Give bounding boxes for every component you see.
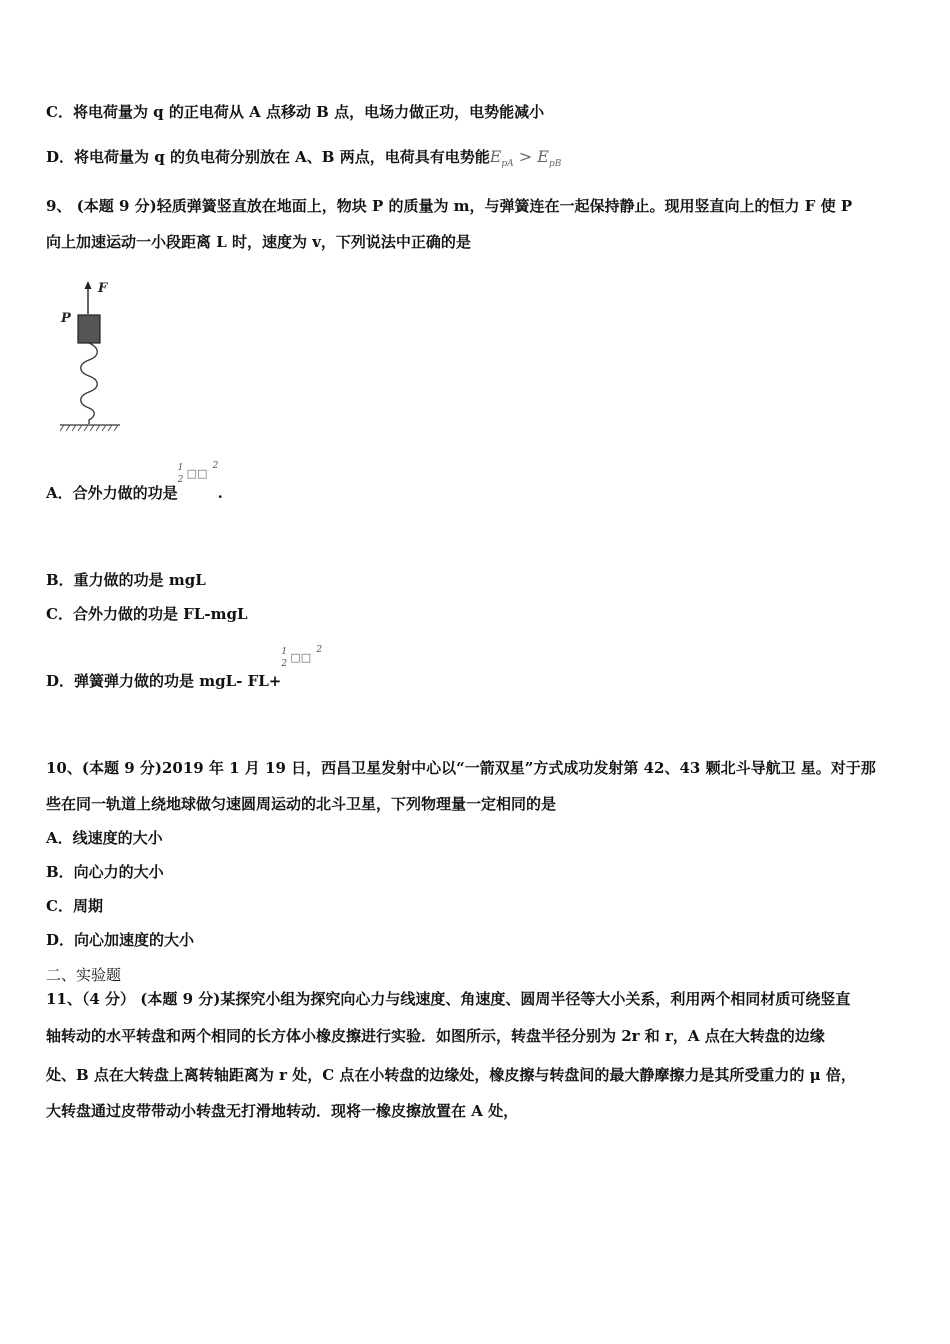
- q9-option-c: C．合外力做的功是 FL-mgL: [46, 605, 248, 623]
- q9-option-a-text: A．合外力做的功是: [46, 484, 178, 502]
- q10-stem-line2: 些在同一轨道上绕地球做匀速圆周运动的北斗卫星，下列物理量一定相同的是: [46, 795, 557, 813]
- q10-option-c: C．周期: [46, 897, 103, 915]
- q9-option-a-formula: 1 2 □□ 2: [177, 461, 219, 485]
- section-title: 二、实验题: [46, 966, 122, 984]
- q10-option-a: A．线速度的大小: [46, 829, 163, 847]
- block-label: P: [61, 311, 71, 326]
- q8-option-d: [46, 146, 561, 175]
- q10-stem-line1: 10、(本题 9 分)2019 年 1 月 19 日，西昌卫星发射中心以“一箭双星”方式成功发射第 42、43 颗北斗导航卫 星。对于那: [46, 759, 876, 777]
- q11-line1: 11、（4 分） (本题 9 分)某探究小组为探究向心力与线速度、角速度、圆周半径等大小关系，利用两个相同材质可绕竖直: [46, 990, 851, 1008]
- q9-option-a-end: .: [217, 484, 223, 502]
- q11-line4: 大转盘通过皮带带动小转盘无打滑地转动．现将一橡皮擦放置在 A 处，: [46, 1102, 519, 1120]
- q9-stem-line2: 向上加速运动一小段距离 L 时，速度为 v，下列说法中正确的是: [46, 233, 471, 251]
- q10-option-b: B．向心力的大小: [46, 863, 164, 881]
- force-label: F: [98, 281, 108, 296]
- q9-option-d: [46, 645, 323, 692]
- q11-line3: 处、B 点在大转盘上离转轴距离为 r 处，C 点在小转盘的边缘处，橡皮擦与转盘间的最大静摩擦力是其所受重力的 μ 倍，: [46, 1066, 856, 1084]
- q11-line2: 轴转动的水平转盘和两个相同的长方体小橡皮擦进行实验．如图所示，转盘半径分别为 2r 和 r，A 点在大转盘的边缘: [46, 1027, 825, 1045]
- q9-option-d-formula: 1 2 □□ 2: [281, 645, 323, 669]
- q9-stem-line1: 9、 (本题 9 分)轻质弹簧竖直放在地面上，物块 P 的质量为 m，与弹簧连在一起保持静止。现用竖直向上的恒力 F 使 P: [46, 197, 853, 215]
- q8-option-c: C．将电荷量为 q 的正电荷从 A 点移动 B 点，电场力做正功，电势能减小: [46, 103, 545, 121]
- q9-option-d-text: D．弹簧弹力做的功是 mgL- FL+: [46, 672, 282, 690]
- q9-option-a: [46, 461, 223, 504]
- q10-option-d: D．向心加速度的大小: [46, 931, 195, 949]
- q8-formula: $E_{pA} > E_{pB}$: [489, 147, 562, 170]
- q9-option-b: B．重力做的功是 mgL: [46, 571, 206, 589]
- spring-block-figure: [50, 278, 130, 438]
- q8-option-d-text: D．将电荷量为 q 的负电荷分别放在 A、B 两点，电荷具有电势能: [46, 148, 490, 166]
